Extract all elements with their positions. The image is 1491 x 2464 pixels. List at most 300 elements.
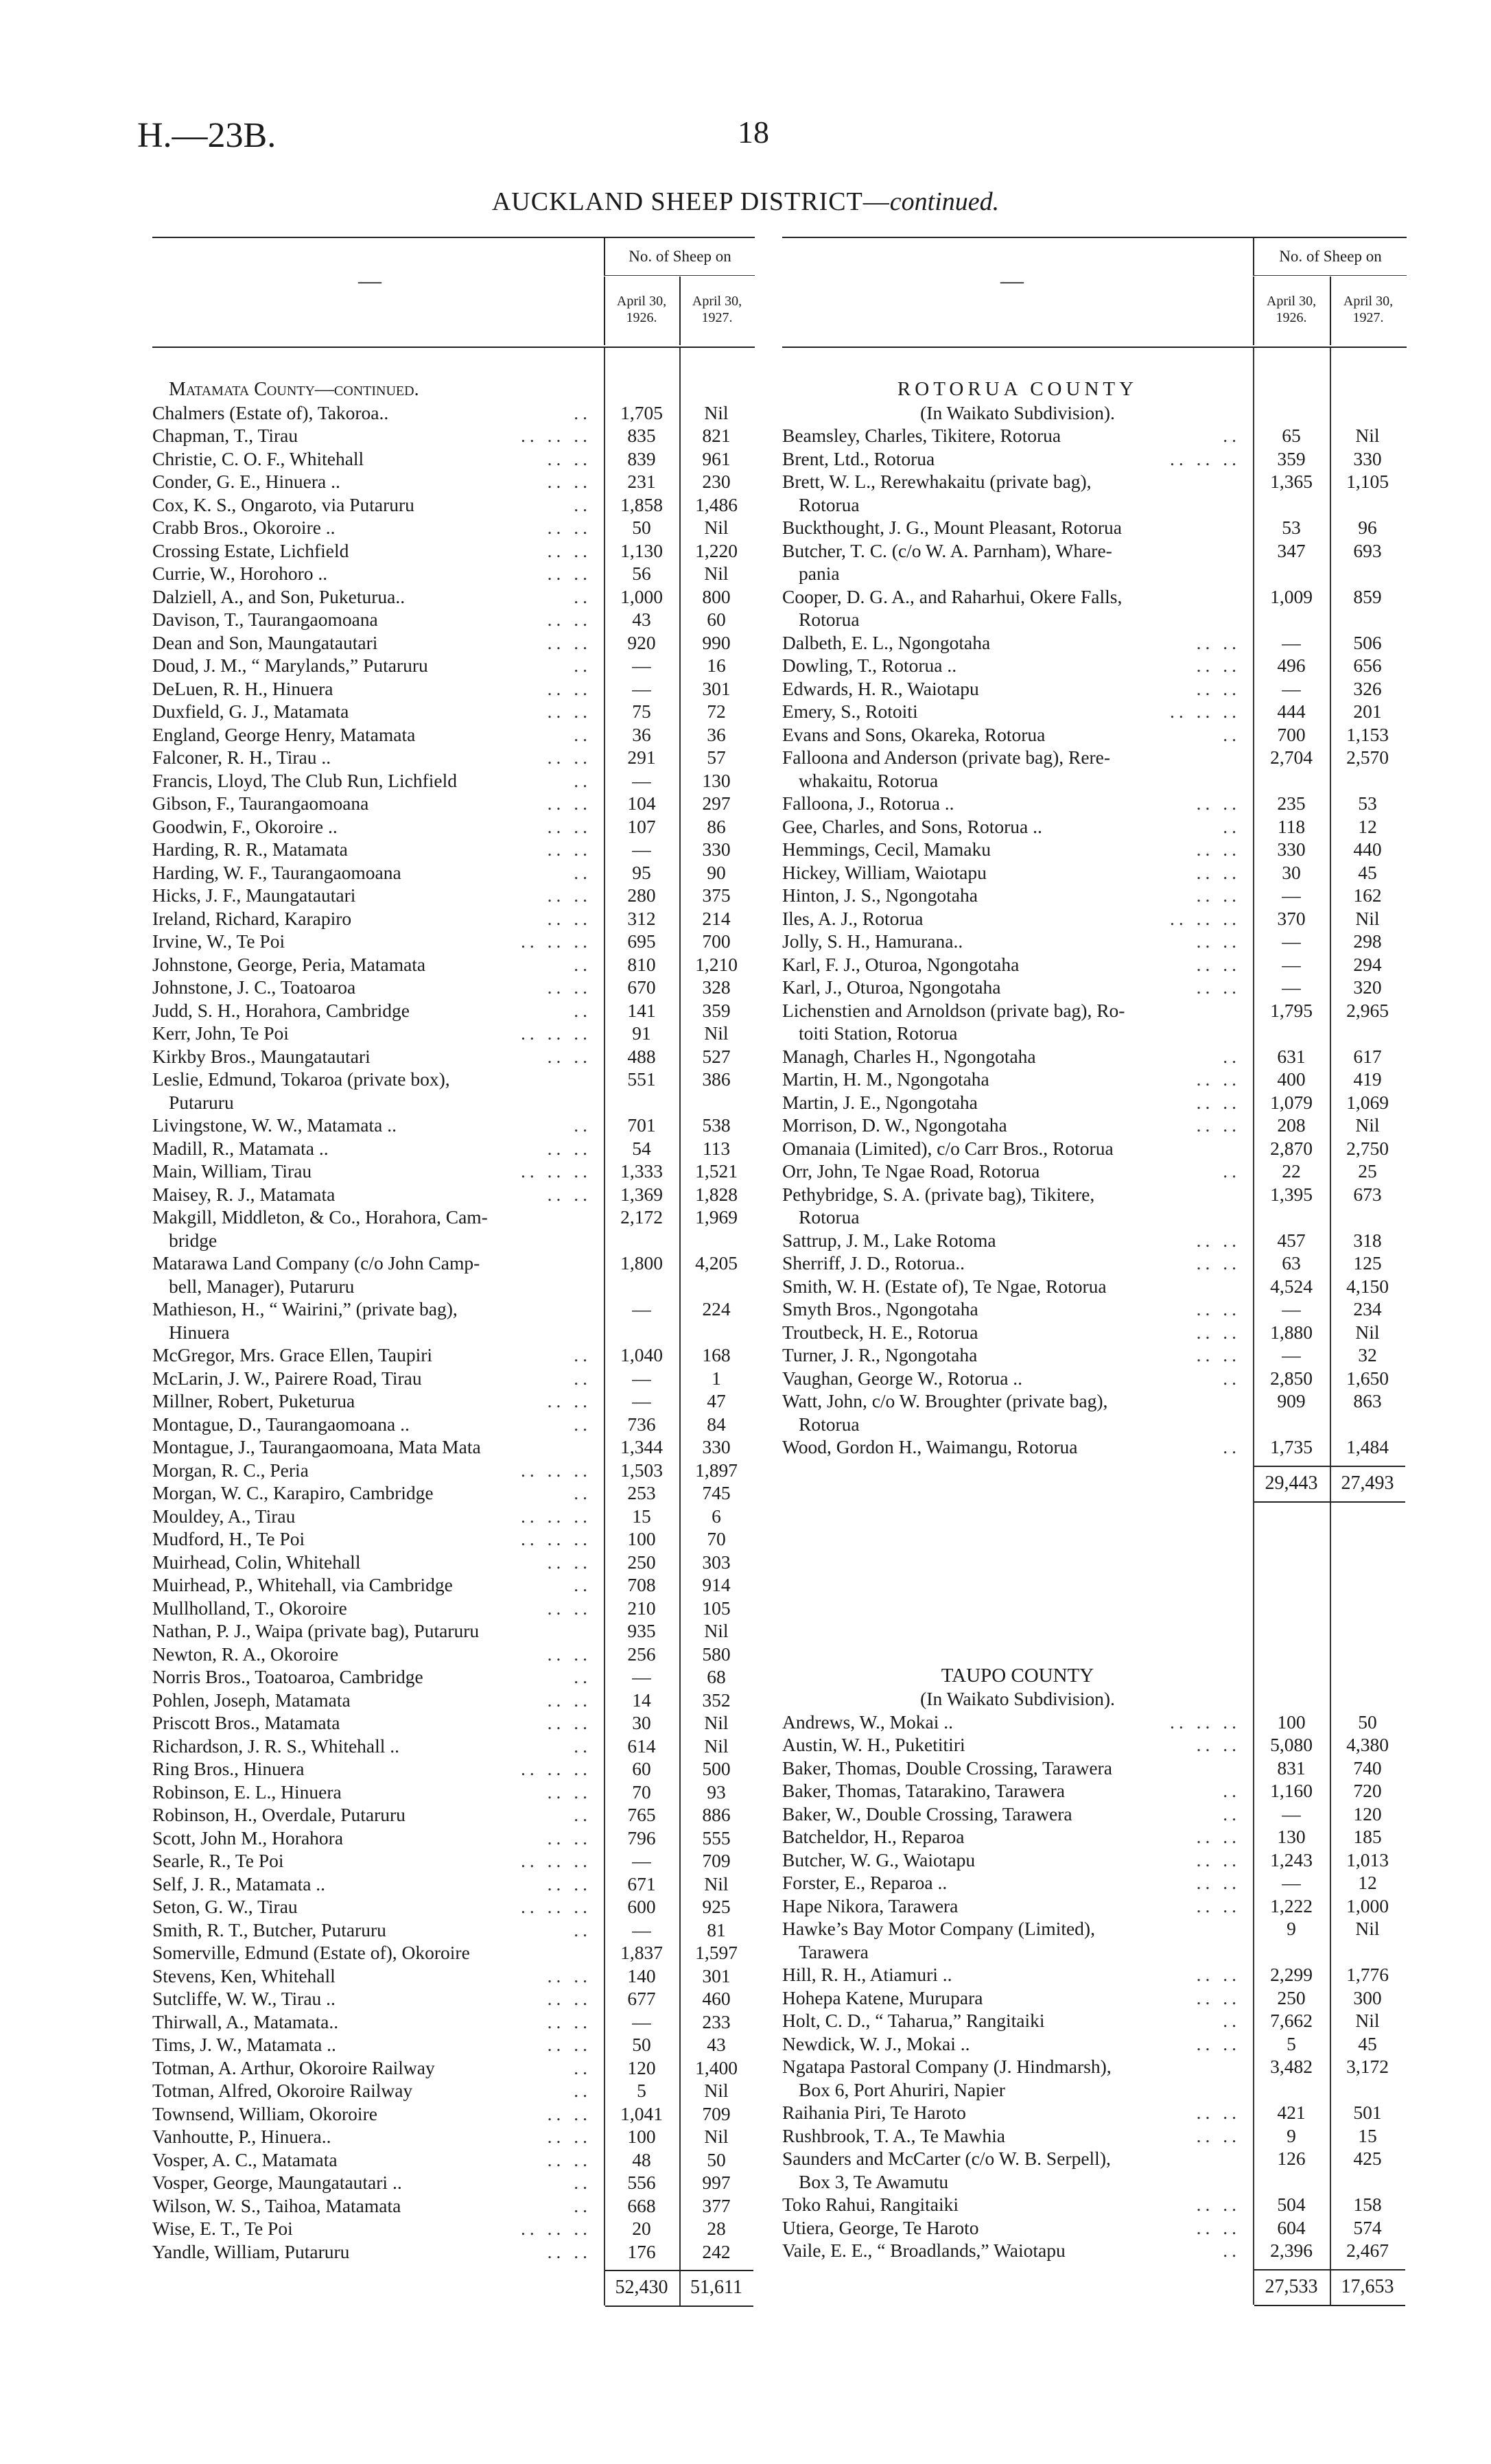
sheep-1926: 50: [632, 517, 651, 538]
owner-name-continuation: Rotorua: [799, 1413, 860, 1435]
owner-name-line: Newton, R. A., Okoroire: [152, 1643, 342, 1665]
owner-name: [782, 1986, 1247, 2010]
sheep-1927: 81: [707, 1919, 726, 1940]
owner-name: [782, 930, 1247, 953]
owner-name: [152, 999, 598, 1022]
table-row: [152, 1298, 755, 1344]
owner-name: [152, 1435, 598, 1459]
leader-dots: .. ..: [547, 1689, 591, 1711]
owner-name-line: Newdick, W. J., Mokai ..: [782, 2033, 974, 2054]
owner-name: [152, 516, 598, 539]
owner-name: [782, 1137, 1247, 1160]
owner-name-line: Raihania Piri, Te Haroto: [782, 2102, 970, 2123]
leader-dots: .. ..: [547, 747, 591, 768]
leader-dots: ..: [574, 1482, 591, 1503]
table-row: [152, 1803, 755, 1827]
owner-name: [152, 2102, 598, 2126]
leader-dots: .. ..: [1196, 2032, 1241, 2054]
owner-name-line: Omanaia (Limited), c/o Carr Bros., Rotorua: [782, 1138, 1118, 1159]
sheep-1927: 997: [702, 2172, 731, 2193]
table-row: [782, 1757, 1407, 1780]
table-row: [152, 1505, 755, 1528]
sheep-1927: 720: [1353, 1780, 1382, 1801]
owner-name: [782, 654, 1247, 677]
sheep-1927: 330: [702, 1436, 731, 1457]
sheep-1927: 326: [1353, 677, 1382, 699]
table-row: [782, 1160, 1407, 1183]
sheep-1926: 330: [1277, 838, 1306, 860]
sheep-1926: 95: [632, 861, 651, 883]
sheep-1926: 36: [632, 723, 651, 745]
sheep-1926: 1,041: [620, 2102, 663, 2124]
owner-name-line: Martin, J. E., Ngongotaha: [782, 1092, 982, 1113]
leader-dots: .. ..: [547, 677, 591, 699]
sheep-1926: 235: [1277, 793, 1306, 814]
sheep-1926: 1,369: [620, 1183, 663, 1205]
table-row: [782, 930, 1407, 953]
sheep-1927: 3,172: [1346, 2056, 1389, 2077]
sheep-1926: 1,800: [620, 1252, 663, 1274]
sheep-1926: 1,880: [1270, 1321, 1313, 1343]
sheep-1927: Nil: [1355, 1321, 1380, 1343]
leader-dots: .. ..: [547, 631, 591, 653]
sheep-1927: Nil: [1355, 1918, 1380, 1939]
table-row: [152, 1597, 755, 1620]
owner-name: [782, 2032, 1247, 2056]
owner-name-line: Pohlen, Joseph, Matamata: [152, 1689, 355, 1711]
table-row: [152, 401, 755, 425]
section-title-taupo: TAUPO COUNTY: [941, 1664, 1094, 1687]
table-row: [782, 1871, 1407, 1894]
leader-dots: .. ..: [547, 838, 591, 860]
owner-name: [782, 907, 1247, 930]
sheep-1927: Nil: [704, 2126, 729, 2147]
table-row: [152, 1459, 755, 1482]
sheep-1927: 1: [712, 1367, 721, 1389]
leader-dots: ..: [1223, 1160, 1241, 1182]
leader-dots: .. .. ..: [521, 1022, 591, 1044]
sheep-1926: 22: [1282, 1160, 1301, 1182]
total-row-taupo: [782, 2269, 1407, 2305]
owner-name-line: Totman, Alfred, Okoroire Railway: [152, 2080, 416, 2101]
owner-name: [152, 1849, 598, 1873]
owner-name: [152, 1183, 598, 1206]
owner-name-line: England, George Henry, Matamata: [152, 724, 419, 745]
table-row: [782, 539, 1407, 585]
leader-dots: ..: [574, 401, 591, 423]
owner-name: [152, 1941, 598, 1964]
leader-dots: .. ..: [547, 793, 591, 814]
sheep-1927: 1,000: [1346, 1894, 1389, 1916]
sheep-1926: —: [1282, 976, 1301, 998]
owner-name-line: McLarin, J. W., Pairere Road, Tirau: [152, 1368, 426, 1389]
sheep-1926: —: [632, 677, 651, 699]
total-1926: 29,443: [1265, 1472, 1318, 1494]
sheep-1926: 65: [1282, 425, 1301, 446]
sheep-1927: 1,210: [695, 953, 738, 975]
sheep-1926: 1,858: [620, 493, 663, 515]
owner-name-line: Dalbeth, E. L., Ngongotaha: [782, 632, 994, 653]
sheep-1926: 1,079: [1270, 1091, 1313, 1113]
table-row: [152, 1643, 755, 1666]
owner-name-line: Somerville, Edmund (Estate of), Okoroire: [152, 1942, 474, 1963]
leader-dots: .. ..: [1196, 1252, 1241, 1274]
sheep-1927: 36: [707, 723, 726, 745]
sheep-1927: Nil: [704, 401, 729, 423]
owner-name-line: Gee, Charles, and Sons, Rotorua ..: [782, 816, 1046, 837]
sheep-1926: 347: [1277, 539, 1306, 561]
sheep-1927: 693: [1353, 539, 1382, 561]
leader-dots: ..: [1223, 2010, 1241, 2031]
owner-name-line: Holt, C. D., “ Taharua,” Rangitaiki: [782, 2010, 1048, 2031]
owner-name-continuation: bridge: [169, 1229, 218, 1251]
leader-dots: .. ..: [547, 2010, 591, 2032]
leader-dots: .. .. ..: [521, 1505, 591, 1527]
owner-name: [152, 976, 598, 999]
total-line-bottom: [1254, 2305, 1405, 2306]
owner-name: [152, 2240, 598, 2264]
owner-name: [152, 1160, 598, 1183]
owner-name: [152, 1252, 598, 1298]
sheep-1927: 1,484: [1346, 1436, 1389, 1457]
table-row: [782, 1917, 1407, 1963]
sheep-1926: 141: [627, 999, 656, 1021]
sheep-1926: —: [1282, 1803, 1301, 1824]
owner-name-line: Baker, Thomas, Double Crossing, Tarawera: [782, 1757, 1116, 1779]
sheep-1926: 1,735: [1270, 1436, 1313, 1457]
sheep-1927: 700: [702, 930, 731, 952]
owner-name: [152, 1895, 598, 1919]
owner-name: [782, 953, 1247, 976]
table-row: [782, 2124, 1407, 2148]
sheep-1926: 140: [627, 1964, 656, 1986]
sheep-1926: 831: [1277, 1757, 1306, 1779]
owner-name-line: Millner, Robert, Puketurua: [152, 1390, 359, 1411]
leader-dots: ..: [1223, 2240, 1241, 2261]
sheep-1927: 120: [1353, 1803, 1382, 1824]
sheep-1927: 28: [707, 2218, 726, 2239]
owner-name-line: Muirhead, P., Whitehall, via Cambridge: [152, 1574, 457, 1595]
owner-name-line: Orr, John, Te Ngae Road, Rotorua: [782, 1160, 1044, 1182]
sheep-1926: 256: [627, 1643, 656, 1665]
sheep-1927: Nil: [704, 563, 729, 584]
owner-name-line: Vaile, E. E., “ Broadlands,” Waiotapu: [782, 2240, 1070, 2261]
owner-name-line: Robinson, E. L., Hinuera: [152, 1781, 346, 1803]
sheep-1926: 1,395: [1270, 1183, 1313, 1205]
owner-name: [782, 2239, 1247, 2262]
sheep-1926: 63: [1282, 1252, 1301, 1274]
sheep-1926: 253: [627, 1482, 656, 1503]
sheep-1927: 745: [702, 1482, 731, 1503]
sheep-1927: 709: [702, 1850, 731, 1871]
sheep-1927: 25: [1358, 1160, 1377, 1182]
owner-name-line: Ngatapa Pastoral Company (J. Hindmarsh),: [782, 2056, 1116, 2077]
table-row: [152, 585, 755, 609]
owner-name: [782, 2124, 1247, 2148]
owner-name: [152, 1987, 598, 2010]
leader-dots: .. ..: [1196, 677, 1241, 699]
sheep-1927: 16: [707, 655, 726, 676]
leader-dots: .. ..: [547, 563, 591, 584]
owner-name-line: Searle, R., Te Poi: [152, 1850, 288, 1871]
sheep-1926: 670: [627, 976, 656, 998]
leader-dots: .. ..: [547, 1137, 591, 1159]
sheep-1927: Nil: [704, 517, 729, 538]
owner-name: [152, 838, 598, 861]
owner-name: [152, 1919, 598, 1942]
table-row: [152, 1481, 755, 1505]
owner-name: [782, 2101, 1247, 2124]
leader-dots: ..: [574, 1367, 591, 1389]
left-table-body: [152, 348, 755, 2305]
sheep-1927: 555: [702, 1827, 731, 1849]
table-row: [782, 516, 1407, 539]
leader-dots: ..: [574, 2080, 591, 2101]
owner-name-line: Harding, W. F., Taurangaomoana: [152, 862, 406, 883]
table-row: [152, 1711, 755, 1735]
sheep-1927: 57: [707, 747, 726, 768]
owner-name-line: Baker, Thomas, Tatarakino, Tarawera: [782, 1780, 1069, 1801]
owner-name-continuation: Box 6, Port Ahuriri, Napier: [799, 2078, 1005, 2100]
owner-name-line: Turner, J. R., Ngongotaha: [782, 1344, 981, 1365]
section-gap: [782, 1501, 1407, 1665]
sheep-1927: 168: [702, 1344, 731, 1365]
sheep-1926: 1,705: [620, 401, 663, 423]
owner-name: [782, 723, 1247, 747]
sheep-1926: 60: [632, 1758, 651, 1779]
sheep-1927: 352: [702, 1689, 731, 1711]
rotorua-rows: [782, 424, 1407, 1459]
leader-dots: .. ..: [547, 609, 591, 630]
sheep-1926: 359: [1277, 447, 1306, 469]
leader-dots: .. ..: [1196, 1872, 1241, 1893]
leader-dots: .. .. ..: [521, 1758, 591, 1779]
sheep-1927: 863: [1353, 1390, 1382, 1411]
owner-name-continuation: whakaitu, Rotorua: [799, 769, 939, 791]
owner-name-line: Hape Nikora, Tarawera: [782, 1895, 962, 1916]
owner-name-line: Crossing Estate, Lichfield: [152, 540, 353, 561]
owner-name: [782, 1779, 1247, 1803]
owner-name: [152, 930, 598, 953]
owner-name-line: Dalziell, A., and Son, Puketurua..: [152, 586, 409, 607]
sheep-1926: —: [1282, 953, 1301, 975]
left-table-header: [152, 238, 755, 348]
table-row: [152, 2033, 755, 2056]
owner-name-line: Hill, R. H., Atiamuri ..: [782, 1964, 956, 1985]
owner-name-line: Lichenstien and Arnoldson (private bag), Ro-: [782, 1000, 1129, 1021]
owner-name-line: Utiera, George, Te Haroto: [782, 2217, 983, 2238]
sheep-1926: 496: [1277, 655, 1306, 676]
sheep-1927: Nil: [1355, 2010, 1380, 2031]
sheep-1926: 1,837: [620, 1942, 663, 1963]
sheep-1926: —: [1282, 1872, 1301, 1893]
sheep-1926: 835: [627, 425, 656, 446]
owner-name-line: Watt, John, c/o W. Broughter (private bag),: [782, 1390, 1112, 1411]
owner-name: [152, 1689, 598, 1712]
owner-name: [152, 562, 598, 585]
owner-name: [152, 953, 598, 976]
sheep-1926: 444: [1277, 701, 1306, 722]
sheep-1927: 4,380: [1346, 1734, 1389, 1755]
sheep-1927: 158: [1353, 2194, 1382, 2215]
owner-name: [782, 1091, 1247, 1114]
sheep-1927: 32: [1358, 1344, 1377, 1365]
sheep-1927: 1,220: [695, 539, 738, 561]
owner-name: [152, 1964, 598, 1988]
leader-dots: .. .. ..: [521, 1160, 591, 1182]
leader-dots: .. ..: [547, 976, 591, 998]
sheep-1926: 1,000: [620, 585, 663, 607]
leader-dots: .. ..: [547, 1551, 591, 1573]
owner-name-line: Muirhead, Colin, Whitehall: [152, 1551, 364, 1573]
owner-name-line: Vosper, A. C., Matamata: [152, 2149, 342, 2170]
owner-name: [782, 1803, 1247, 1826]
leader-dots: .. .. ..: [521, 1850, 591, 1871]
sheep-1927: 90: [707, 861, 726, 883]
sheep-1927: 50: [707, 2148, 726, 2170]
sheep-1927: Nil: [704, 1873, 729, 1894]
leader-dots: .. ..: [1196, 838, 1241, 860]
owner-name-line: Vanhoutte, P., Hinuera..: [152, 2126, 335, 2147]
sheep-1927: Nil: [704, 1022, 729, 1044]
owner-name-line: Brent, Ltd., Rotorua: [782, 448, 939, 469]
sheep-1926: 312: [627, 907, 656, 929]
sheep-1927: 50: [1358, 1711, 1377, 1733]
sheep-1926: 15: [632, 1505, 651, 1527]
owner-name-line: Kerr, John, Te Poi: [152, 1022, 293, 1044]
sheep-1927: 1,069: [1346, 1091, 1389, 1113]
sheep-1926: 935: [627, 1620, 656, 1641]
table-row: [782, 1183, 1407, 1229]
owner-name-line: Cox, K. S., Ongaroto, via Putaruru: [152, 494, 419, 515]
owner-name-line: Managh, Charles H., Ngongotaha: [782, 1046, 1040, 1067]
header-col-1927: April 30, 1927.: [1330, 277, 1405, 345]
table-row: [152, 2217, 755, 2240]
sheep-1926: 736: [627, 1413, 656, 1435]
table-row: [152, 677, 755, 701]
owner-name: [152, 539, 598, 563]
sheep-1927: 214: [702, 907, 731, 929]
leader-dots: ..: [574, 2056, 591, 2078]
leader-dots: .. ..: [1196, 2194, 1241, 2215]
owner-name: [152, 907, 598, 930]
table-row: [782, 1229, 1407, 1252]
table-row: [152, 792, 755, 815]
table-row: [782, 1344, 1407, 1367]
owner-name: [782, 1114, 1247, 1137]
sheep-1927: 330: [1353, 447, 1382, 469]
sheep-1926: 700: [1277, 723, 1306, 745]
sheep-1926: 30: [632, 1712, 651, 1733]
table-row: [782, 2055, 1407, 2101]
table-row: [152, 861, 755, 884]
sheep-1926: 1,365: [1270, 471, 1313, 492]
sheep-1926: 2,704: [1270, 747, 1313, 768]
sheep-1926: 100: [627, 2126, 656, 2147]
owner-name-line: Stevens, Ken, Whitehall: [152, 1965, 340, 1986]
leader-dots: ..: [1223, 1436, 1241, 1457]
owner-name: [152, 470, 598, 493]
owner-name: [782, 1344, 1247, 1367]
table-row: [152, 2125, 755, 2148]
owner-name-line: Madill, R., Matamata ..: [152, 1138, 333, 1159]
table-row: [782, 976, 1407, 999]
sheep-1927: 233: [702, 2010, 731, 2032]
table-row: [152, 1527, 755, 1551]
leader-dots: .. ..: [547, 1781, 591, 1803]
owner-name-line: Smyth Bros., Ngongotaha: [782, 1298, 983, 1319]
leader-dots: .. ..: [547, 2240, 591, 2262]
total-line-bottom: [605, 2305, 753, 2307]
table-row: [152, 2010, 755, 2034]
owner-name: [152, 1573, 598, 1597]
table-row: [152, 1183, 755, 1206]
table-row: [152, 838, 755, 861]
owner-name-line: Matarawa Land Company (c/o John Camp-: [152, 1252, 484, 1274]
sheep-1926: 2,299: [1270, 1964, 1313, 1985]
sheep-1926: 91: [632, 1022, 651, 1044]
section-subtitle-taupo: (In Waikato Subdivision).: [920, 1688, 1115, 1709]
table-row: [152, 631, 755, 655]
owner-name-line: Mouldey, A., Tirau: [152, 1505, 299, 1527]
owner-name: [782, 976, 1247, 999]
leader-dots: .. ..: [547, 1045, 591, 1067]
sheep-1927: 377: [702, 2194, 731, 2216]
owner-name: [152, 2010, 598, 2034]
table-row: [782, 1849, 1407, 1872]
owner-name: [152, 631, 598, 655]
owner-name: [152, 884, 598, 907]
left-table: [152, 237, 755, 2305]
sheep-1927: 201: [1353, 701, 1382, 722]
owner-name-line: Christie, C. O. F., Whitehall: [152, 448, 368, 469]
owner-name: [782, 1894, 1247, 1918]
table-row: [782, 1733, 1407, 1757]
leader-dots: ..: [574, 1114, 591, 1136]
leader-dots: ..: [574, 493, 591, 515]
section-title-matamata: Matamata County—continued.: [169, 379, 419, 400]
owner-name: [152, 1114, 598, 1137]
owner-name-continuation: toiti Station, Rotorua: [799, 1022, 958, 1044]
sheep-1926: 488: [627, 1045, 656, 1067]
owner-name-line: Brett, W. L., Rerewhakaitu (private bag),: [782, 471, 1096, 492]
owner-name: [152, 2125, 598, 2148]
sheep-1926: 1,503: [620, 1459, 663, 1481]
leader-dots: .. ..: [547, 1597, 591, 1619]
sheep-1927: 859: [1353, 585, 1382, 607]
owner-name: [782, 700, 1247, 723]
sheep-1927: 740: [1353, 1757, 1382, 1779]
sheep-1926: 120: [627, 2056, 656, 2078]
sheep-1926: 30: [1282, 861, 1301, 883]
sheep-1927: 125: [1353, 1252, 1382, 1274]
sheep-1926: 668: [627, 2194, 656, 2216]
owner-name-line: Austin, W. H., Puketitiri: [782, 1734, 970, 1755]
sheep-1927: 234: [1353, 1298, 1382, 1319]
owner-name: [152, 746, 598, 769]
sheep-1926: 130: [1277, 1826, 1306, 1847]
sheep-1927: 230: [702, 471, 731, 492]
leader-dots: ..: [574, 999, 591, 1021]
leader-dots: .. ..: [1196, 1826, 1241, 1847]
owner-name-line: McGregor, Mrs. Grace Ellen, Taupiri: [152, 1344, 436, 1365]
table-row: [782, 631, 1407, 655]
owner-name-line: Baker, W., Double Crossing, Tarawera: [782, 1803, 1077, 1824]
owner-name: [152, 792, 598, 815]
table-row: [782, 1091, 1407, 1114]
owner-name-line: Falloona, J., Rotorua ..: [782, 793, 959, 814]
owner-name: [152, 861, 598, 884]
